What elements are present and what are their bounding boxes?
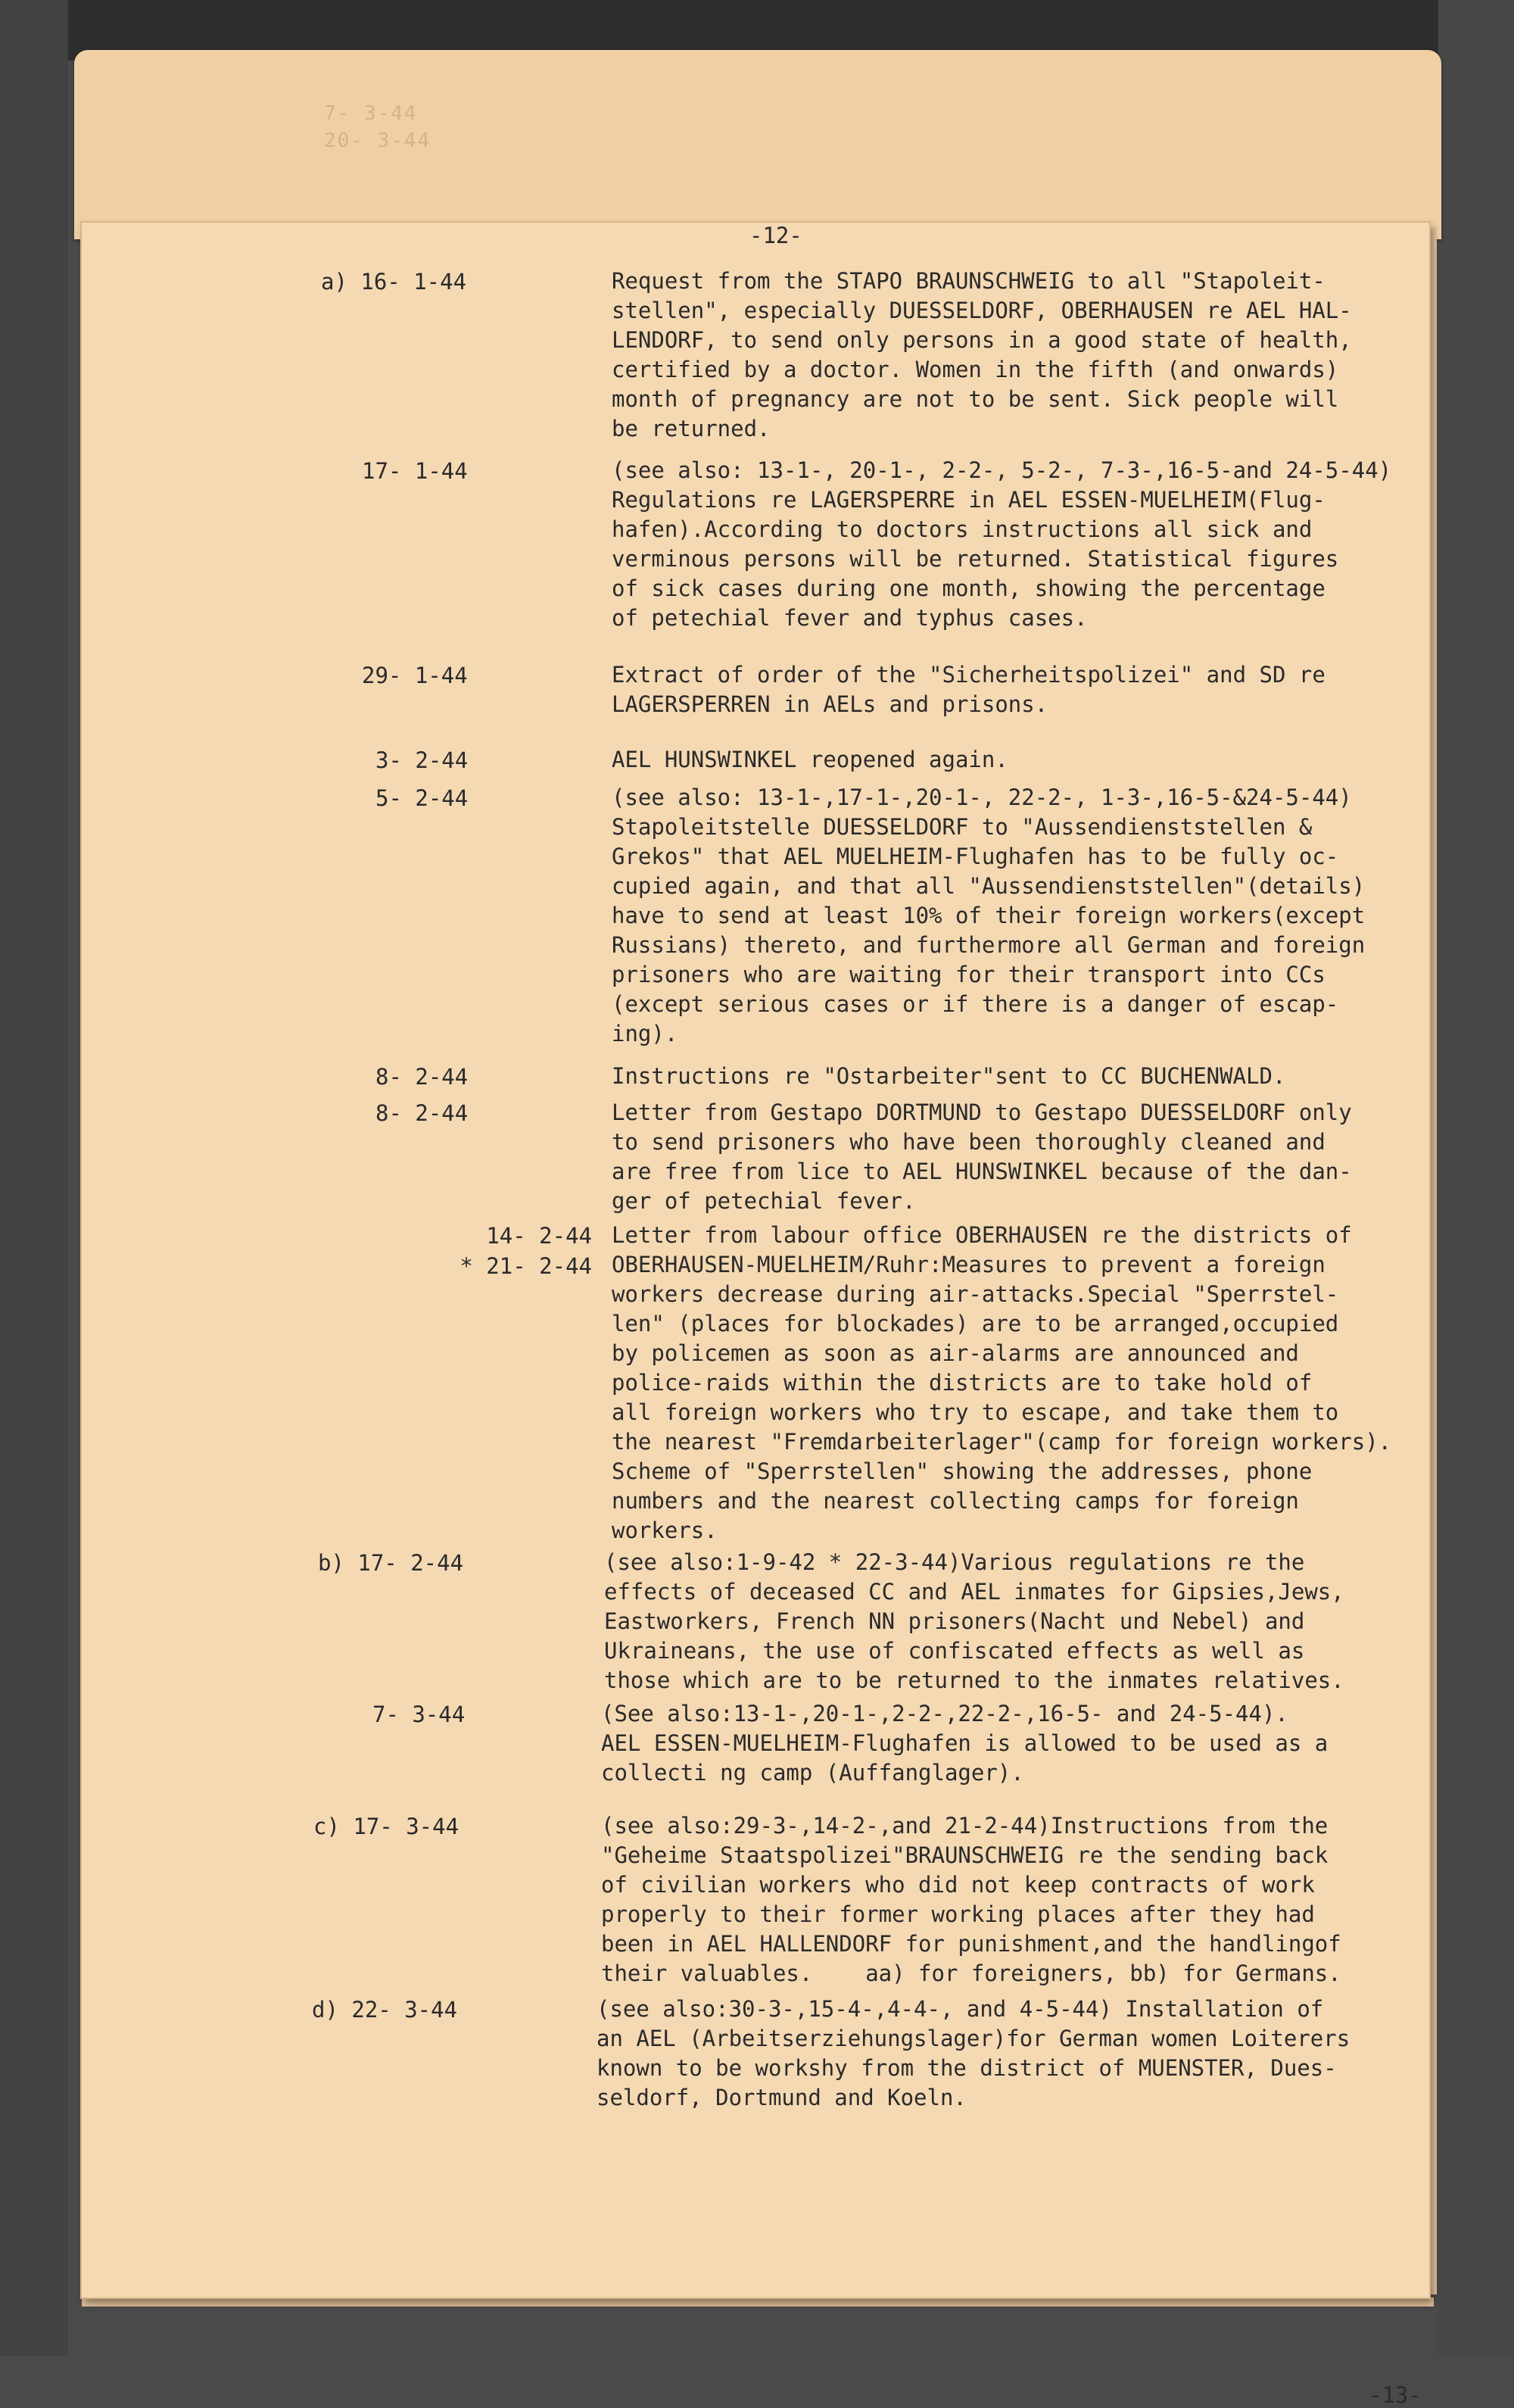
entry-text: (see also:1-9-42 * 22-3-44)Various regulations re the effects of deceased CC and AEL inmates for Gipsies,Jews, Eastworkers, French NN prisoners(Nacht und Nebel) and Ukraineans, the use of confiscated effects as well as those which are to be returned to the inmates relatives.	[604, 1549, 1344, 1693]
entry-date: 3- 2-44	[375, 747, 469, 773]
entry-text: (see also:30-3-,15-4-,4-4-, and 4-5-44) Installation of an AEL (Arbeitserziehungslager)for German women Loiterers known to be workshy from the district of MUENSTER, Dues- seldorf, Dortmund and Koeln.	[597, 1996, 1350, 2110]
next-page-number: -13-	[1369, 2382, 1422, 2408]
bleed-through-text: 7- 3-44 20- 3-44	[324, 102, 431, 152]
entry-text: Request from the STAPO BRAUNSCHWEIG to all "Stapoleit- stellen", especially DUESSELDORF, OBERHAUSEN re AEL HAL- LENDORF, to send only persons in a good state of health, certified by a doctor. Women in the fifth (and onwards) month of pregnancy are not to be sent. Sick people will be returned.	[612, 268, 1352, 441]
folded-back-page	[74, 50, 1441, 239]
entry-text: Instructions re "Ostarbeiter"sent to CC BUCHENWALD.	[612, 1063, 1286, 1089]
entry-date: c) 17- 3-44	[313, 1814, 459, 1839]
entry-date: 14- 2-44 * 21- 2-44	[459, 1223, 592, 1279]
scan-background-right	[1438, 0, 1514, 2356]
entry-date: 5- 2-44	[375, 785, 469, 811]
entry-date: 8- 2-44	[375, 1064, 469, 1090]
entry-date: 8- 2-44	[375, 1100, 469, 1126]
entry-text: AEL HUNSWINKEL reopened again.	[612, 747, 1008, 772]
entry-date: b) 17- 2-44	[318, 1550, 464, 1576]
document-page	[82, 223, 1429, 2408]
page-number: -12-	[749, 223, 802, 248]
entry-date: 17- 1-44	[362, 458, 468, 484]
scan-background-left	[0, 0, 68, 2356]
entry-text: (see also: 13-1-, 20-1-, 2-2-, 5-2-, 7-3-,16-5-and 24-5-44) Regulations re LAGERSPERRE in AEL ESSEN-MUELHEIM(Flug- hafen).According to doctors instructions all sick and verminous persons will be returned. Statistical figures of sick cases during one month, showing the percentage of petechial fever and typhus cases.	[612, 457, 1392, 631]
entry-text: Extract of order of the "Sicherheitspolizei" and SD re LAGERSPERREN in AELs and prisons.	[612, 662, 1326, 717]
page-stack-edge-bottom	[82, 2297, 1434, 2307]
entry-date: d) 22- 3-44	[312, 1997, 458, 2023]
entry-text: Letter from labour office OBERHAUSEN re the districts of OBERHAUSEN-MUELHEIM/Ruhr:Measures to prevent a foreign workers decrease during air-attacks.Special "Sperrstel- len" (places for blockades) are to be arranged,occupied by policemen as soon as air-alarms are announced and police-raids within the districts are to take hold of all foreign workers who try to escape, and take them to the nearest "Fremdarbeiterlager"(camp for foreign workers). Scheme of "Sperrstellen" showing the addresses, phone numbers and the nearest collecting camps for foreign workers.	[612, 1222, 1392, 1543]
entry-date: 29- 1-44	[362, 663, 468, 688]
entry-text: Letter from Gestapo DORTMUND to Gestapo DUESSELDORF only to send prisoners who have been thoroughly cleaned and are free from lice to AEL HUNSWINKEL because of the dan- ger of petechial fever.	[612, 1100, 1352, 1214]
entry-text: (see also:29-3-,14-2-,and 21-2-44)Instructions from the "Geheime Staatspolizei"BRAUNSCHWEIG re the sending back of civilian workers who did not keep contracts of work properly to their former working places after they had been in AEL HALLENDORF for punishment,and the handlingof their valuables. aa) for foreigners, bb) for Germans.	[601, 1813, 1341, 1986]
entry-date: a) 16- 1-44	[321, 269, 467, 295]
entry-text: (see also: 13-1-,17-1-,20-1-, 22-2-, 1-3-,16-5-&24-5-44) Stapoleitstelle DUESSELDORF to "Aussendienststellen & Grekos" that AEL MUELHEIM-Flughafen has to be fully oc- cupied again, and that all "Aussendienststellen"(details) have to send at least 10% of their foreign workers(except Russians) thereto, and furthermore all German and foreign prisoners who are waiting for their transport into CCs (except serious cases or if there is a danger of escap- ing).	[612, 784, 1366, 1046]
entry-date: 7- 3-44	[372, 1702, 466, 1727]
entry-text: (See also:13-1-,20-1-,2-2-,22-2-,16-5- and 24-5-44). AEL ESSEN-MUELHEIM-Flughafen is allowed to be used as a collecti ng camp (Auffanglager).	[601, 1701, 1329, 1786]
